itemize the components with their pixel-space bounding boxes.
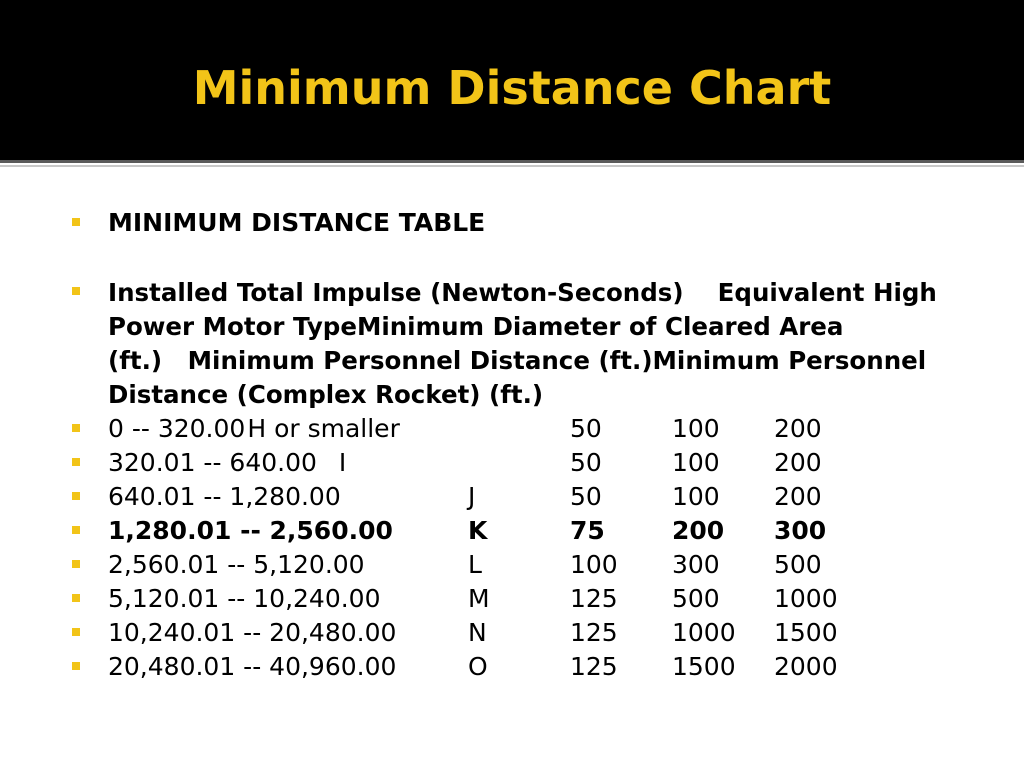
cleared-diameter: 50 xyxy=(570,414,602,443)
motor-type: K xyxy=(468,516,488,545)
table-row xyxy=(72,514,972,548)
impulse-range: 640.01 -- 1,280.00 xyxy=(108,482,341,511)
impulse-range: 320.01 -- 640.00 xyxy=(108,448,317,477)
complex-personnel-distance: 2000 xyxy=(774,652,838,681)
table-row xyxy=(72,412,972,446)
table-row xyxy=(72,616,972,650)
motor-type: N xyxy=(468,618,487,647)
impulse-range: 1,280.01 -- 2,560.00 xyxy=(108,516,393,545)
motor-type: H or smaller xyxy=(247,414,400,443)
impulse-range: 0 -- 320.00 xyxy=(108,414,246,443)
table-row xyxy=(72,650,972,684)
cleared-diameter: 75 xyxy=(570,516,605,545)
complex-personnel-distance: 200 xyxy=(774,448,822,477)
impulse-range: 5,120.01 -- 10,240.00 xyxy=(108,584,381,613)
impulse-range: 10,240.01 -- 20,480.00 xyxy=(108,618,397,647)
column-headers: Installed Total Impulse (Newton-Seconds) Equivalent High Power Motor TypeMinimum Diameter of Cleared Area (ft.) Minimum Personnel Distance (ft.)Minimum Personnel Distance (Complex Rocket) (ft.) xyxy=(108,278,937,409)
personnel-distance: 1000 xyxy=(672,618,736,647)
motor-type: O xyxy=(468,652,488,681)
cleared-diameter: 125 xyxy=(570,618,618,647)
impulse-range: 2,560.01 -- 5,120.00 xyxy=(108,550,365,579)
motor-type: M xyxy=(468,584,490,613)
personnel-distance: 100 xyxy=(672,414,720,443)
personnel-distance: 1500 xyxy=(672,652,736,681)
personnel-distance: 100 xyxy=(672,482,720,511)
complex-personnel-distance: 1000 xyxy=(774,584,838,613)
table-heading: MINIMUM DISTANCE TABLE xyxy=(108,208,486,237)
complex-personnel-distance: 300 xyxy=(774,516,827,545)
personnel-distance: 200 xyxy=(672,516,725,545)
cleared-diameter: 125 xyxy=(570,652,618,681)
cleared-diameter: 50 xyxy=(570,448,602,477)
impulse-range: 20,480.01 -- 40,960.00 xyxy=(108,652,397,681)
title-bar xyxy=(0,0,1024,160)
complex-personnel-distance: 200 xyxy=(774,482,822,511)
motor-type: L xyxy=(468,550,482,579)
motor-type: J xyxy=(468,482,476,511)
complex-personnel-distance: 200 xyxy=(774,414,822,443)
bullet-icon xyxy=(72,218,80,226)
table-row xyxy=(72,548,972,582)
divider xyxy=(0,160,1024,163)
cleared-diameter: 100 xyxy=(570,550,618,579)
bullet-icon xyxy=(72,287,80,295)
divider-light xyxy=(0,165,1024,167)
table-row xyxy=(72,480,972,514)
cleared-diameter: 125 xyxy=(570,584,618,613)
table-row xyxy=(72,446,972,480)
table-row xyxy=(72,582,972,616)
slide-title: Minimum Distance Chart xyxy=(192,61,832,115)
complex-personnel-distance: 1500 xyxy=(774,618,838,647)
personnel-distance: 100 xyxy=(672,448,720,477)
cleared-diameter: 50 xyxy=(570,482,602,511)
motor-type: I xyxy=(338,448,347,477)
complex-personnel-distance: 500 xyxy=(774,550,822,579)
personnel-distance: 500 xyxy=(672,584,720,613)
personnel-distance: 300 xyxy=(672,550,720,579)
